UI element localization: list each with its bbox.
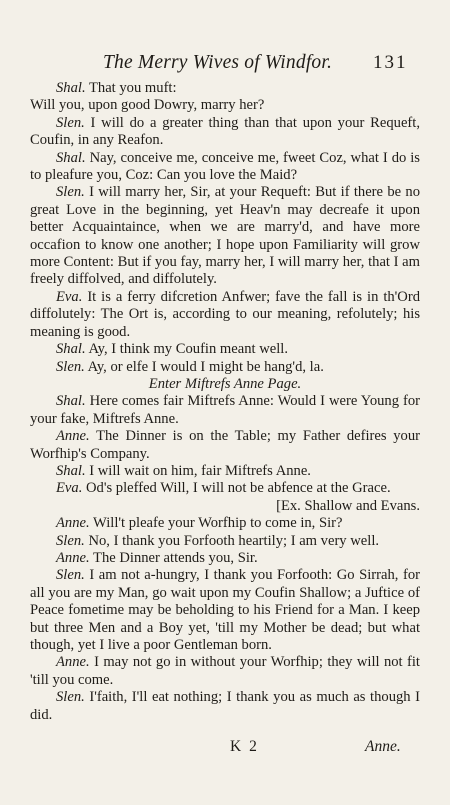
page-number: 131 xyxy=(373,52,408,73)
speech xyxy=(30,515,420,532)
speech xyxy=(30,428,420,463)
speech xyxy=(30,115,420,150)
speech xyxy=(30,150,420,185)
speaker-name: Anne. xyxy=(56,428,90,445)
speaker-name: Slen. xyxy=(56,114,85,131)
speech-text: I may not go in without your Worfhip; they will not fit 'till you come. xyxy=(30,654,420,688)
exit-direction: [Ex. Shallow and Evans. xyxy=(276,497,420,514)
speech xyxy=(30,533,420,550)
speaker-name: Slen. xyxy=(56,358,85,375)
speech-text: It is a ferry difcretion Anfwer; fave the fall is in th'Ord diffolutely: The Ort is, according to our meaning, refolutely; his meaning is good. xyxy=(30,288,421,340)
speech xyxy=(30,567,420,654)
speaker-name: Anne. xyxy=(56,515,90,532)
speech xyxy=(30,289,420,341)
stage-direction: Enter Miftrefs Anne Page. xyxy=(148,375,302,392)
speech-text: Od's pleffed Will, I will not be abfence at the Grace. xyxy=(86,480,391,497)
speaker-name: Anne. xyxy=(56,549,90,566)
speech-text: Here comes fair Miftrefs Anne: Would I were Young for your fake, Miftrefs Anne. xyxy=(30,393,420,427)
speech-text: I will marry her, Sir, at your Requeft: But if there be no great Love in the beginning, yet Heav'n may decreafe it upon better Acquaintaince, when we are marry'd, and have more occafion to know one another; I hope upon Familiarity will grow more Content: But if you fay, marry her, I will marry her, that I am freely diffolved, and diffolutely. xyxy=(30,184,420,288)
speaker-name: Slen. xyxy=(56,532,85,549)
speaker-name: Shal. xyxy=(56,149,86,166)
speech xyxy=(30,689,420,724)
speech xyxy=(30,654,420,689)
speech xyxy=(30,184,420,288)
speech xyxy=(30,463,420,480)
speaker-name: Shal. xyxy=(56,80,86,96)
catchword: Anne. xyxy=(365,738,401,755)
speech-text: I will do a greater thing than that upon your Requeft, Coufin, in any Reafon. xyxy=(30,114,420,149)
speech-text: The Dinner is on the Table; my Father defires your Worfhip's Company. xyxy=(30,428,421,462)
speech xyxy=(30,550,420,567)
speech xyxy=(30,359,420,376)
speaker-name: Shal. xyxy=(56,462,86,479)
speech-text: I am not a-hungry, I thank you Forfooth: Go Sirrah, for all you are my Man, go wait upon my Coufin Shallow; a Juftice of Peace fometime may be beholding to his Friend for a Man. I keep but three Men and a Boy yet, 'till my Mother be dead; but what though, yet I live a poor Gentleman born. xyxy=(30,567,420,653)
speech xyxy=(30,480,420,497)
speech xyxy=(30,80,420,97)
page-footer xyxy=(0,738,450,760)
speech-text: I will wait on him, fair Miftrefs Anne. xyxy=(89,462,311,479)
running-title: The Merry Wives of Windfor. xyxy=(103,52,333,73)
speaker-name: Anne. xyxy=(56,654,90,671)
speaker-name: Slen. xyxy=(56,689,85,706)
speaker-name: Slen. xyxy=(56,567,85,584)
speech xyxy=(30,341,420,358)
speaker-name: Eva. xyxy=(56,480,83,497)
speech-text: The Dinner attends you, Sir. xyxy=(93,549,258,566)
speaker-name: Slen. xyxy=(56,184,85,201)
speech-text: Nay, conceive me, conceive me, fweet Coz, what I do is to pleafure you, Coz: Can you love the Maid? xyxy=(30,149,420,184)
speech xyxy=(30,393,420,428)
speech-text: No, I thank you Forfooth heartily; I am very well. xyxy=(88,532,380,549)
speech-text: I'faith, I'll eat nothing; I thank you as much as though I did. xyxy=(30,689,421,723)
speaker-name: Eva. xyxy=(56,288,83,305)
speech-text: Ay, or elfe I would I might be hang'd, la. xyxy=(87,358,324,375)
speaker-name: Shal. xyxy=(56,393,86,410)
play-text xyxy=(30,80,420,724)
signature-mark: K 2 xyxy=(230,738,259,755)
page-header xyxy=(0,52,450,76)
speech-text: Ay, I think my Coufin meant well. xyxy=(88,341,289,358)
speaker-name: Shal. xyxy=(56,341,86,358)
speech-continuation: Will you, upon good Dowry, marry her? xyxy=(30,97,265,114)
speech-text: That you muft: xyxy=(88,80,177,96)
speech-text: Will't pleafe your Worfhip to come in, Sir? xyxy=(93,515,343,532)
